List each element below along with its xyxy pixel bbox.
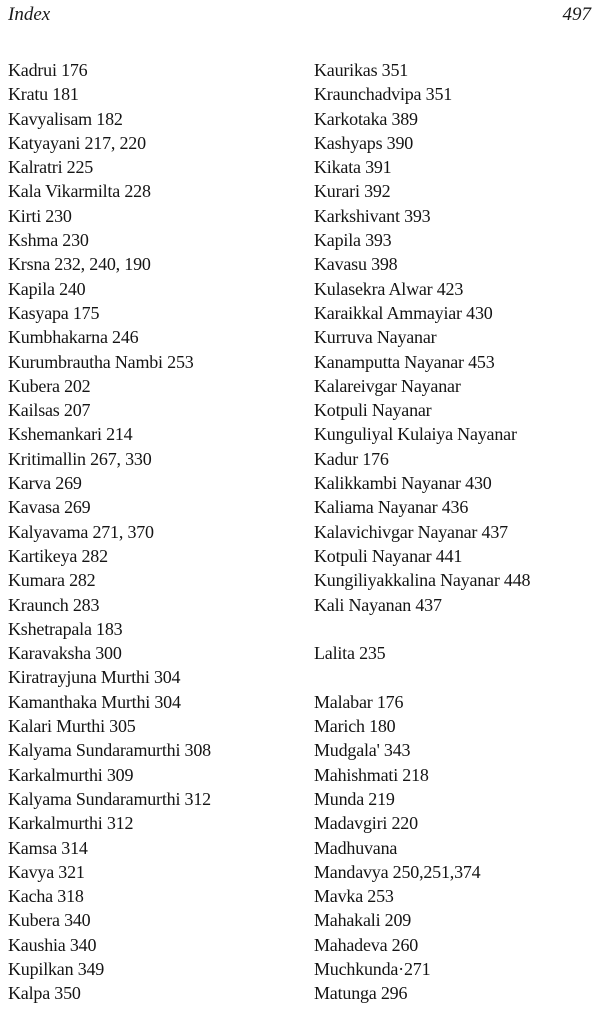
index-spacer: [314, 665, 594, 689]
index-entry: Kanamputta Nayanar 453: [314, 351, 495, 372]
running-head: [8, 4, 591, 28]
index-entry: Kikata 391: [314, 157, 392, 178]
index-entry: Kapila 240: [8, 278, 86, 299]
index-entry: Mandavya 250,251,374: [314, 861, 481, 882]
index-entry: Kapila 393: [314, 230, 392, 251]
index-entry: Kotpuli Nayanar 441: [314, 545, 463, 566]
index-entry: Kalpa 350: [8, 983, 81, 1004]
index-entry: Mahadeva 260: [314, 934, 419, 955]
index-entry: Kavyalisam 182: [8, 108, 123, 129]
index-entry: Munda 219: [314, 788, 395, 809]
index-entry: Mahakali 209: [314, 910, 412, 931]
index-entry: Karkotaka 389: [314, 108, 418, 129]
index-entry: Kadrui 176: [8, 60, 88, 80]
index-entry: Kraunch 283: [8, 594, 100, 615]
index-entry: Kshma 230: [8, 230, 89, 251]
index-spacer: [314, 617, 594, 641]
index-entry: Krsna 232, 240, 190: [8, 254, 151, 275]
index-entry: Madhuvana: [314, 837, 398, 858]
index-entry: Kirti 230: [8, 205, 72, 226]
index-entry: Mahishmati 218: [314, 764, 429, 785]
index-entry: Kala Vikarmilta 228: [8, 181, 151, 202]
index-entry: Kaushia 340: [8, 934, 97, 955]
index-entry: Muchkunda·271: [314, 958, 431, 979]
index-entry: Matunga 296: [314, 983, 408, 1004]
index-entry: Kashyaps 390: [314, 132, 414, 153]
index-entry: Kraunchadvipa 351: [314, 84, 453, 105]
index-entry: Mudgala' 343: [314, 740, 411, 761]
index-entry: Karva 269: [8, 473, 82, 494]
index-entry: Kshetrapala 183: [8, 618, 123, 639]
index-entry: Kotpuli Nayanar: [314, 400, 432, 421]
index-entry: Katyayani 217, 220: [8, 132, 146, 153]
index-entry: Kamanthaka Murthi 304: [8, 691, 181, 712]
index-entry: Karkalmurthi 312: [8, 813, 134, 834]
index-entry: Kalari Murthi 305: [8, 716, 136, 737]
index-entry: Marich 180: [314, 716, 396, 737]
index-entry: Kshemankari 214: [8, 424, 133, 445]
index-entry: Kavasa 269: [8, 497, 91, 518]
index-entry: Kritimallin 267, 330: [8, 448, 152, 469]
index-entry: Kunguliyal Kulaiya Nayanar: [314, 424, 517, 445]
index-entry: Kalareivgar Nayanar: [314, 375, 461, 396]
index-entry: Karaikkal Ammayiar 430: [314, 302, 493, 323]
index-entry: Kumara 282: [8, 570, 96, 591]
index-entry: Kulasekra Alwar 423: [314, 278, 464, 299]
index-entry: Lalita 235: [314, 643, 386, 664]
index-entry: Kalratri 225: [8, 157, 94, 178]
index-entry: Kungiliyakkalina Nayanar 448: [314, 570, 531, 591]
index-entry: Kaliama Nayanar 436: [314, 497, 469, 518]
running-head-title: Index: [8, 4, 51, 25]
index-entry: Kratu 181: [8, 84, 79, 105]
index-entry: Karavaksha 300: [8, 643, 122, 664]
index-entry: Mavka 253: [314, 886, 394, 907]
index-entry: Kacha 318: [8, 886, 84, 907]
index-entry: Kubera 340: [8, 910, 91, 931]
index-entry: Kalavichivgar Nayanar 437: [314, 521, 508, 542]
index-entry: Kasyapa 175: [8, 302, 100, 323]
index-entry: Kalyavama 271, 370: [8, 521, 154, 542]
index-column-left: [8, 58, 298, 1006]
index-entry: Kiratrayjuna Murthi 304: [8, 667, 181, 688]
index-entry: Kurumbrautha Nambi 253: [8, 351, 194, 372]
index-entry: Madavgiri 220: [314, 813, 418, 834]
index-entry: Kadur 176: [314, 448, 389, 469]
index-entry: Kamsa 314: [8, 837, 88, 858]
page-number: 497: [562, 4, 591, 25]
index-column-right: [314, 58, 594, 1006]
index-entry: Kavya 321: [8, 861, 85, 882]
index-entry: Kailsas 207: [8, 400, 91, 421]
index-entry: Kurruva Nayanar: [314, 327, 437, 348]
index-entry: Kumbhakarna 246: [8, 327, 139, 348]
index-entry: Karkalmurthi 309: [8, 764, 134, 785]
index-entry: Karkshivant 393: [314, 205, 431, 226]
index-entry: Kurari 392: [314, 181, 391, 202]
index-entry: Kaurikas 351: [314, 60, 409, 80]
index-entry: Kali Nayanan 437: [314, 594, 442, 615]
index-entry: Kalyama Sundaramurthi 308: [8, 740, 211, 761]
index-entry: Kubera 202: [8, 375, 91, 396]
index-entry: Malabar 176: [314, 691, 404, 712]
index-entry: Kalikkambi Nayanar 430: [314, 473, 492, 494]
index-entry: Kartikeya 282: [8, 545, 108, 566]
index-entry: Kalyama Sundaramurthi 312: [8, 788, 211, 809]
index-entry: Kavasu 398: [314, 254, 398, 275]
index-entry: Kupilkan 349: [8, 958, 105, 979]
